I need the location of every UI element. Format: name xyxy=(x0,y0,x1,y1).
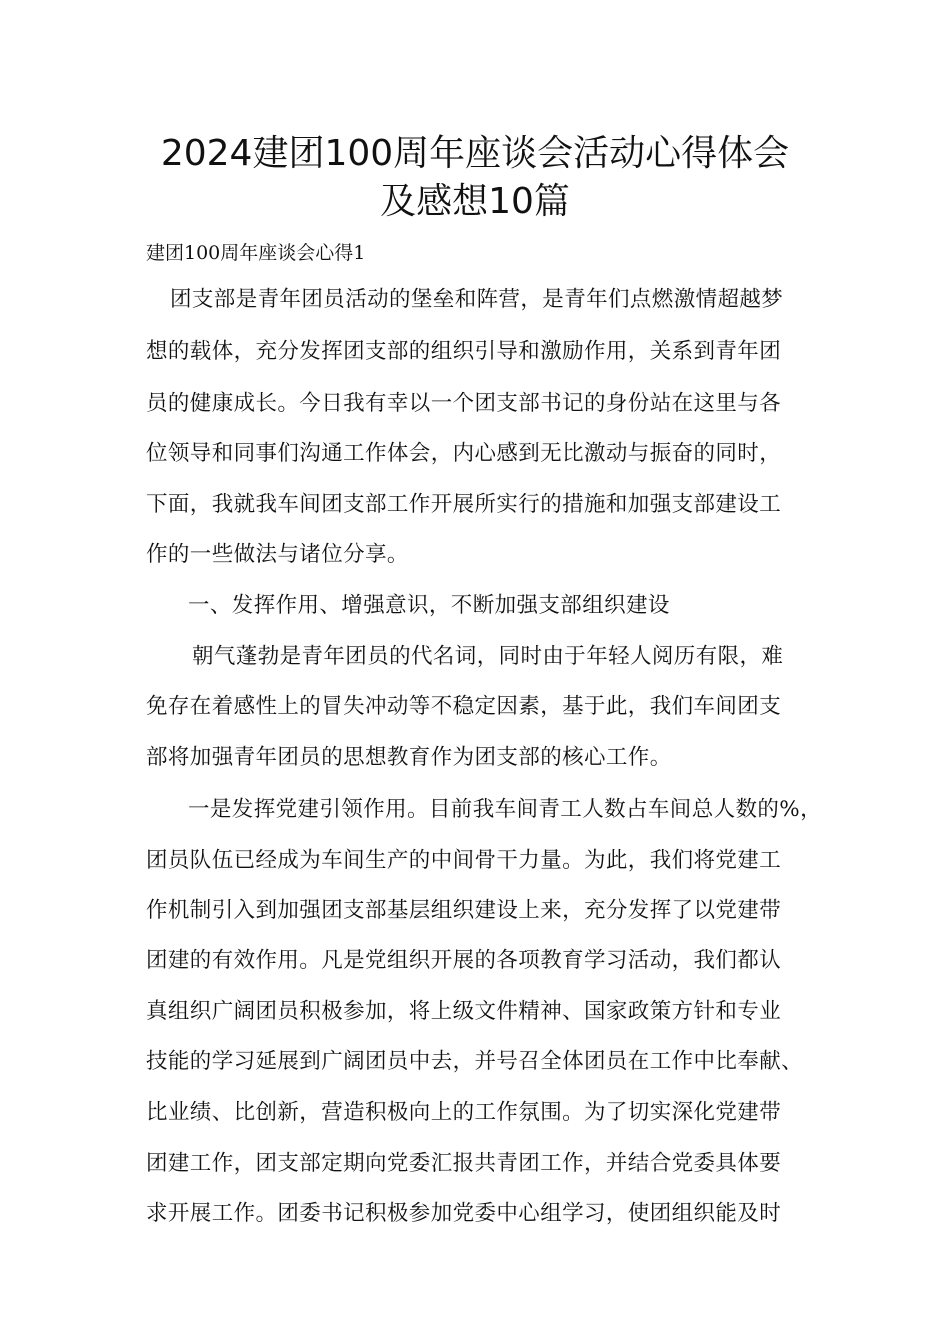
document-title-line-2: 及感想10篇 xyxy=(380,181,570,222)
body-line: 免存在着感性上的冒失冲动等不稳定因素，基于此，我们车间团支 xyxy=(146,694,782,719)
body-line: 一是发挥党建引领作用。目前我车间青工人数占车间总人数的%， xyxy=(188,797,823,822)
body-line: 团员队伍已经成为车间生产的中间骨干力量。为此，我们将党建工 xyxy=(146,848,782,873)
body-line: 团支部是青年团员活动的堡垒和阵营，是青年们点燃激情超越梦 xyxy=(170,287,784,312)
body-line: 团建工作，团支部定期向党委汇报共青团工作，并结合党委具体要 xyxy=(146,1151,782,1176)
section-heading: 建团100周年座谈会心得1 xyxy=(146,242,366,264)
body-line: 朝气蓬勃是青年团员的代名词，同时由于年轻人阅历有限，难 xyxy=(192,644,784,669)
body-line: 技能的学习延展到广阔团员中去，并号召全体团员在工作中比奉献、 xyxy=(146,1049,804,1074)
body-line: 团建的有效作用。凡是党组织开展的各项教育学习活动，我们都认 xyxy=(146,948,782,973)
body-line: 求开展工作。团委书记积极参加党委中心组学习，使团组织能及时 xyxy=(146,1201,782,1226)
body-line: 作机制引入到加强团支部基层组织建设上来，充分发挥了以党建带 xyxy=(146,898,782,923)
body-line: 比业绩、比创新，营造积极向上的工作氛围。为了切实深化党建带 xyxy=(146,1100,782,1125)
body-line: 想的载体，充分发挥团支部的组织引导和激励作用，关系到青年团 xyxy=(146,339,782,364)
body-line: 作的一些做法与诸位分享。 xyxy=(146,542,409,567)
body-line: 部将加强青年团员的思想教育作为团支部的核心工作。 xyxy=(146,745,672,770)
body-line: 位领导和同事们沟通工作体会，内心感到无比激动与振奋的同时， xyxy=(146,441,782,466)
section-subheading: 一、发挥作用、增强意识，不断加强支部组织建设 xyxy=(188,593,670,618)
body-line: 员的健康成长。今日我有幸以一个团支部书记的身份站在这里与各 xyxy=(146,391,782,416)
body-line: 下面，我就我车间团支部工作开展所实行的措施和加强支部建设工 xyxy=(146,492,782,517)
body-line: 真组织广阔团员积极参加，将上级文件精神、国家政策方针和专业 xyxy=(146,999,782,1024)
document-title-line-1: 2024建团100周年座谈会活动心得体会 xyxy=(160,133,790,174)
